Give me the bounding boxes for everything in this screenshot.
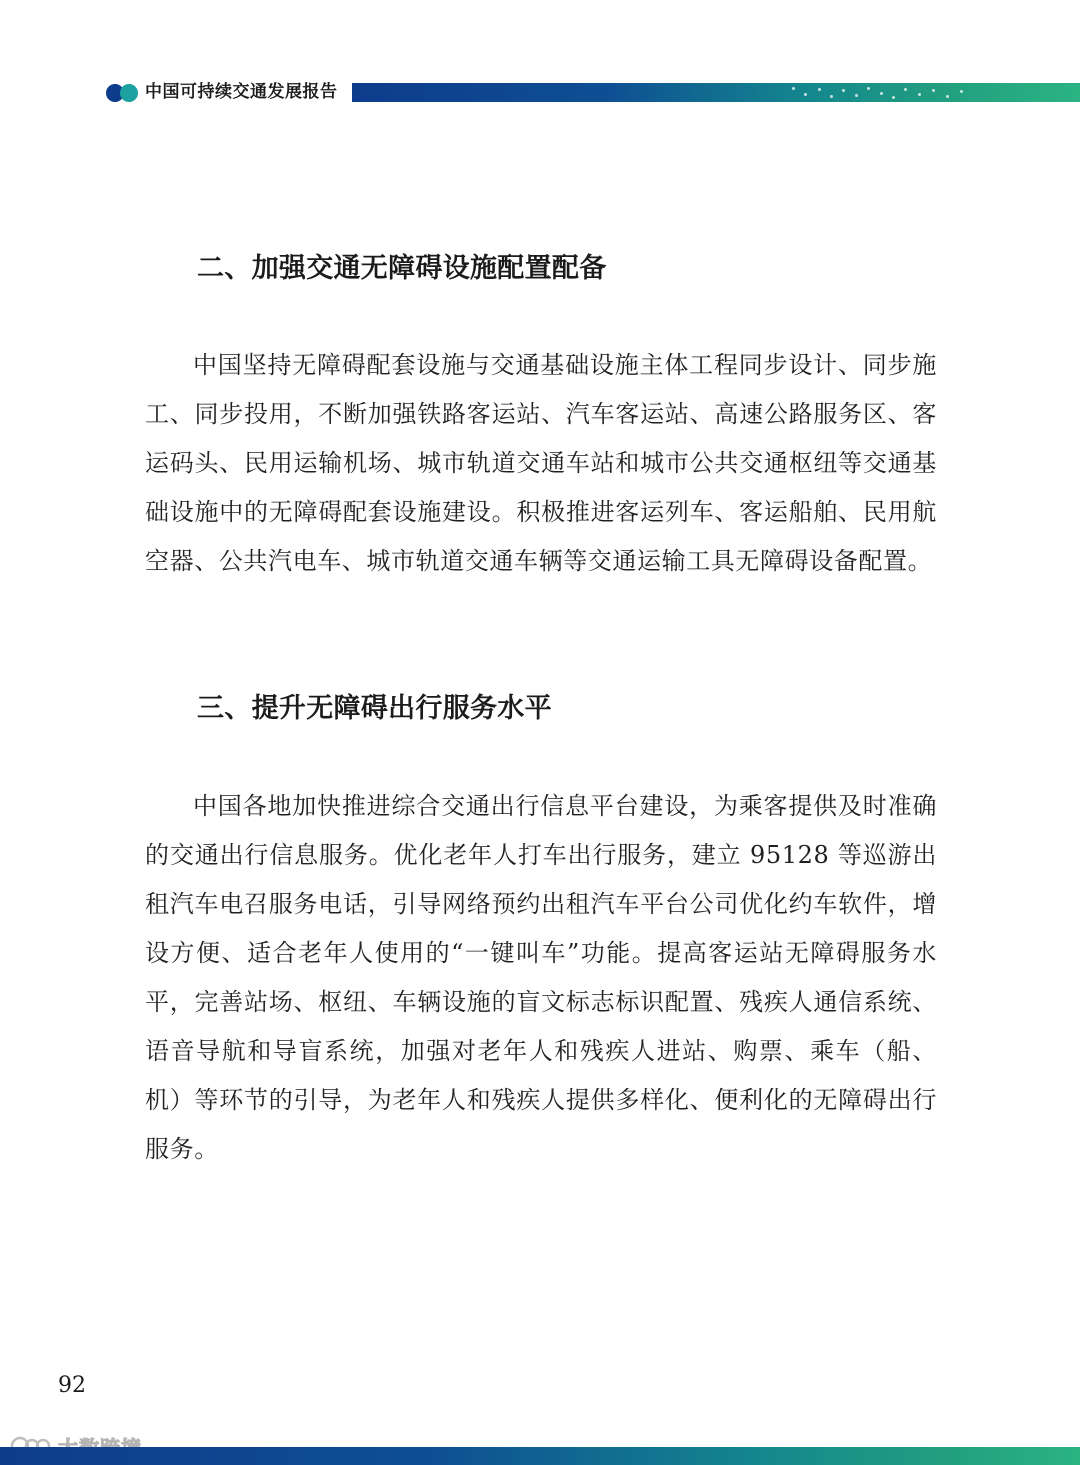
section-heading-2: 二、加强交通无障碍设施配置配备 xyxy=(197,253,607,284)
page-number: 92 xyxy=(58,1373,86,1398)
footer-gradient-band xyxy=(0,1447,1080,1465)
section-paragraph-3: 中国各地加快推进综合交通出行信息平台建设，为乘客提供及时准确的交通出行信息服务。优化老年人打车出行服务，建立 95128 等巡游出租汽车电召服务电话，引导网络预约出租汽车平台公司优化约车软件，增设方便、适合老年人使用的“一键叫车”功能。提高客运站无障碍服务水平，完善站场、枢纽、车辆设施的盲文标志标识配置、残疾人通信系统、语音导航和导盲系统，加强对老年人和残疾人进站、购票、乘车（船、机）等环节的引导，为老年人和残疾人提供多样化、便利化的无障碍出行服务。 xyxy=(145,792,937,1163)
report-title: 中国可持续交通发展报告 xyxy=(145,82,338,102)
header-gradient-band xyxy=(352,83,1080,102)
running-header xyxy=(0,80,1080,104)
section-paragraph-2: 中国坚持无障碍配套设施与交通基础设施主体工程同步设计、同步施工、同步投用，不断加强铁路客运站、汽车客运站、高速公路服务区、客运码头、民用运输机场、城市轨道交通车站和城市公共交通枢纽等交通基础设施中的无障碍配套设施建设。积极推进客运列车、客运船舶、民用航空器、公共汽电车、城市轨道交通车辆等交通运输工具无障碍设备配置。 xyxy=(145,351,937,575)
section-heading-3: 三、提升无障碍出行服务水平 xyxy=(197,693,552,724)
teal-dot-icon xyxy=(120,84,138,102)
header-logo-dots xyxy=(106,84,142,102)
